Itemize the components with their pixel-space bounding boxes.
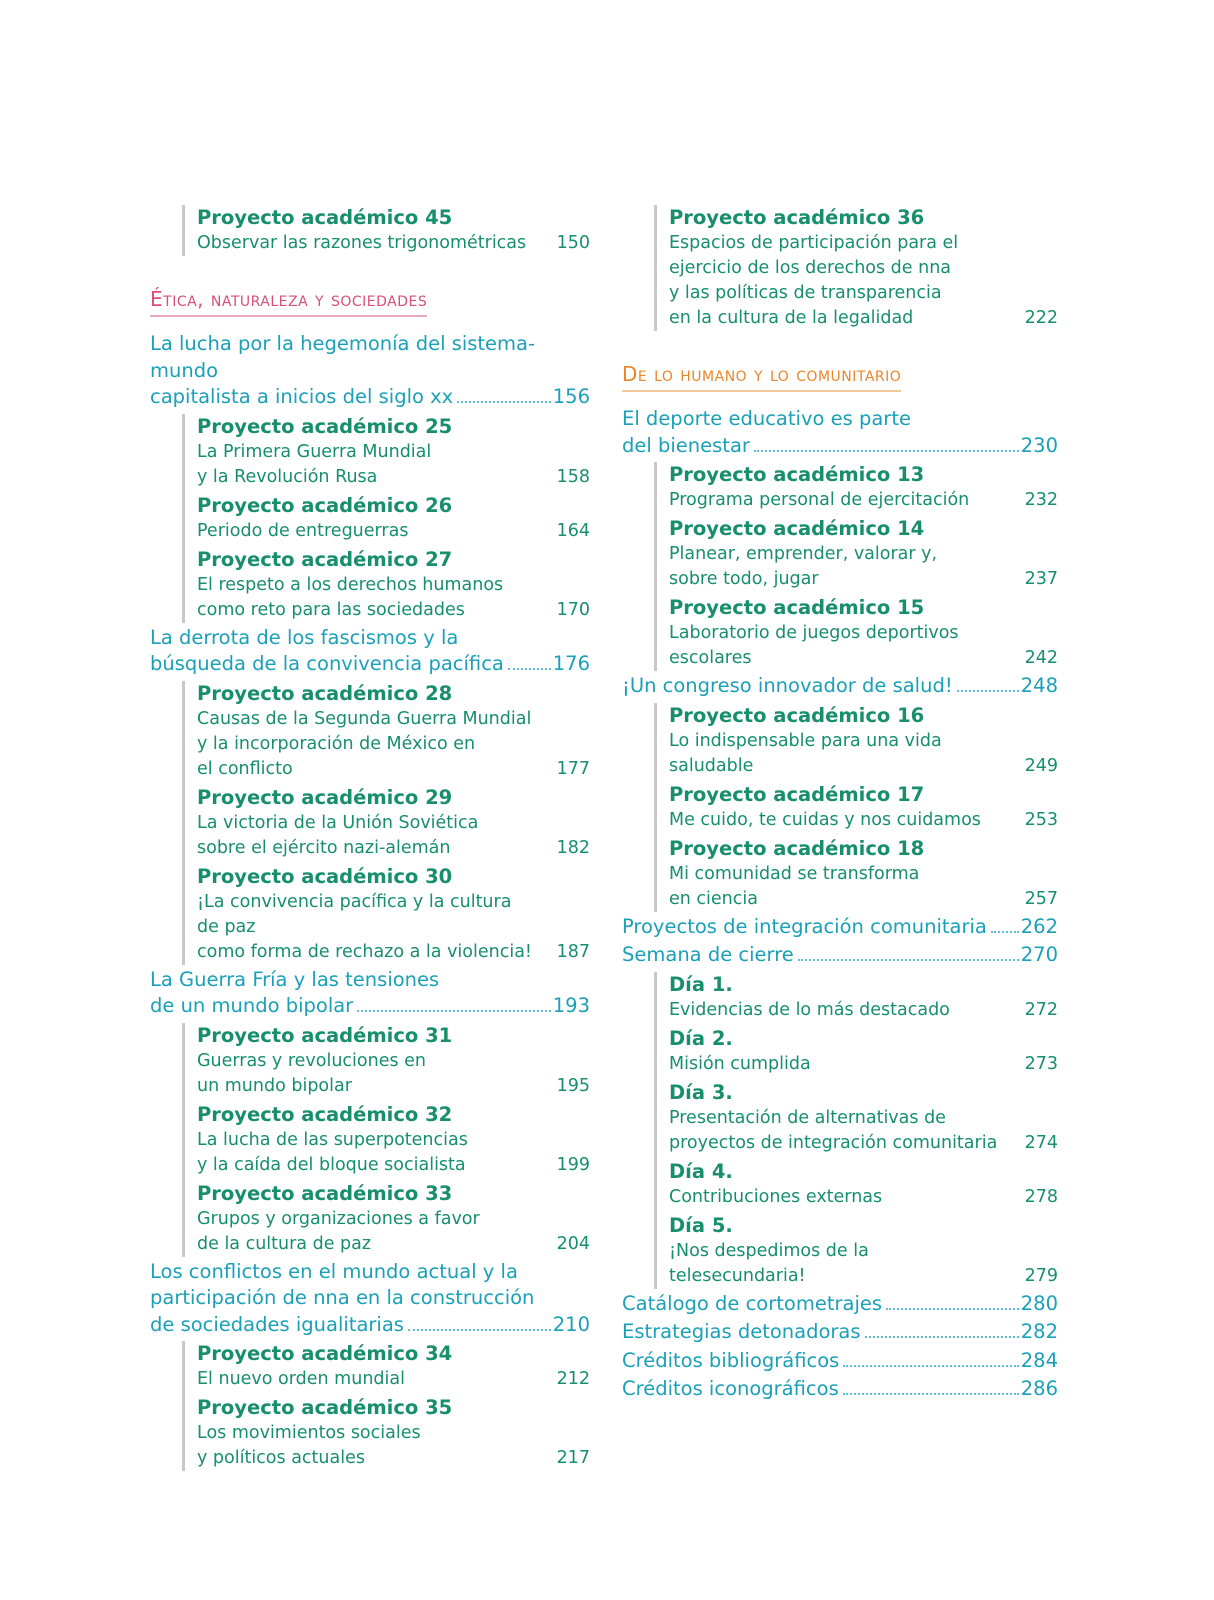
chapter-entry[interactable] <box>622 942 1058 969</box>
project-title[interactable]: Proyecto académico 18 <box>669 836 925 860</box>
project-description[interactable] <box>197 1421 590 1471</box>
page-number: 280 <box>1020 1291 1058 1315</box>
page-number: 158 <box>556 466 590 487</box>
chapter-title-line: La derrota de los fascismos y la <box>150 625 459 649</box>
project-description-line: el conflicto <box>197 758 293 779</box>
project-title[interactable]: Día 1. <box>669 972 733 996</box>
project-description-line: y la incorporación de México en <box>197 733 476 754</box>
project-description-line: Contribuciones externas <box>669 1186 883 1207</box>
project-description-line: Grupos y organizaciones a favor <box>197 1208 480 1229</box>
page-number: 286 <box>1020 1377 1058 1400</box>
project-description[interactable] <box>197 231 590 256</box>
chapter-entry[interactable] <box>622 673 1058 700</box>
page-number: 212 <box>556 1369 590 1389</box>
project-description-line: El respeto a los derechos humanos <box>197 574 504 595</box>
project-description-line: Presentación de alternativas de <box>669 1107 946 1128</box>
project-description[interactable] <box>669 808 1058 833</box>
dot-leader <box>357 1010 551 1012</box>
project-title[interactable]: Proyecto académico 33 <box>197 1181 453 1205</box>
project-description-line: en ciencia <box>669 888 758 909</box>
chapter-title-line: ¡Un congreso innovador de salud! <box>622 674 953 697</box>
project-title[interactable]: Día 5. <box>669 1213 733 1237</box>
page-number: 164 <box>556 520 590 541</box>
project-description-line: Planear, emprender, valorar y, <box>669 544 938 564</box>
page-number: 232 <box>1024 490 1058 510</box>
dot-leader <box>798 959 1019 961</box>
chapter-entry[interactable] <box>622 914 1058 941</box>
project-title[interactable]: Proyecto académico 15 <box>669 596 925 619</box>
project-description-line: en la cultura de la legalidad <box>669 308 914 328</box>
dot-leader <box>957 690 1019 692</box>
page-number: 177 <box>556 758 590 779</box>
project-description[interactable] <box>197 519 590 544</box>
project-description-line: Me cuido, te cuidas y nos cuidamos <box>669 809 981 830</box>
page-number: 273 <box>1024 1053 1058 1074</box>
chapter-entry[interactable] <box>622 1376 1058 1403</box>
chapter-title-line: La Guerra Fría y las tensiones <box>150 967 440 991</box>
project-description-line: y la Revolución Rusa <box>197 466 378 487</box>
project-description[interactable] <box>669 1106 1058 1156</box>
dot-leader <box>457 401 551 403</box>
project-title[interactable]: Proyecto académico 28 <box>197 681 453 705</box>
project-group <box>182 681 590 965</box>
page-number: 217 <box>556 1448 590 1468</box>
project-title[interactable]: Proyecto académico 25 <box>197 414 453 438</box>
page-number: 272 <box>1024 999 1058 1020</box>
page-number: 270 <box>1020 943 1058 966</box>
project-title[interactable]: Proyecto académico 31 <box>197 1023 453 1047</box>
project-description[interactable] <box>197 1367 590 1392</box>
page-number: 284 <box>1020 1348 1058 1372</box>
dot-leader <box>865 1336 1019 1338</box>
project-description-line: un mundo bipolar <box>197 1075 352 1096</box>
project-description-line: de la cultura de paz <box>197 1233 372 1254</box>
chapter-title-line: Créditos bibliográficos <box>622 1348 840 1372</box>
page-number: 242 <box>1024 648 1058 668</box>
chapter-title-line: Los conflictos en el mundo actual y la <box>150 1259 518 1283</box>
project-description-line: Periodo de entreguerras <box>197 520 409 541</box>
project-description-line: escolares <box>669 648 752 668</box>
project-description-line: La lucha de las superpotencias <box>197 1129 468 1150</box>
project-description[interactable] <box>197 1128 590 1178</box>
project-description[interactable] <box>669 621 1058 671</box>
project-group <box>182 205 590 256</box>
project-description-line: Misión cumplida <box>669 1053 811 1074</box>
page-number: 187 <box>556 941 590 962</box>
section-title: De lo humano y lo comunitario <box>622 361 901 392</box>
project-description-line: La victoria de la Unión Soviética <box>197 812 479 833</box>
chapter-title-line: participación de nna en la construcción <box>150 1286 535 1309</box>
project-description[interactable] <box>669 488 1058 513</box>
project-title[interactable]: Proyecto académico 45 <box>197 206 453 229</box>
chapter-title-line: Proyectos de integración comunitaria <box>622 914 987 938</box>
page-number: 262 <box>1020 914 1058 938</box>
chapter-title-line: Semana de cierre <box>622 943 794 966</box>
page-number: 237 <box>1024 569 1058 589</box>
project-description-line: y las políticas de transparencia <box>669 283 942 303</box>
page-number: 253 <box>1024 809 1058 830</box>
project-title[interactable]: Proyecto académico 27 <box>197 547 453 571</box>
project-description-line: La Primera Guerra Mundial <box>197 441 432 462</box>
page-number: 182 <box>556 837 590 858</box>
project-description-line: Programa personal de ejercitación <box>669 490 970 510</box>
chapter-entry[interactable] <box>150 331 590 411</box>
dot-leader <box>886 1308 1019 1310</box>
project-description-line: Laboratorio de juegos deportivos <box>669 623 959 643</box>
project-description[interactable] <box>669 862 1058 912</box>
page-number: 170 <box>556 599 590 620</box>
chapter-title-line: capitalista a inicios del siglo xx <box>150 385 454 408</box>
dot-leader <box>754 450 1019 452</box>
page-number: 193 <box>552 994 590 1017</box>
chapter-entry[interactable] <box>150 625 590 678</box>
chapter-entry[interactable] <box>622 1348 1058 1375</box>
project-description-line: y políticos actuales <box>197 1448 365 1468</box>
project-title[interactable]: Proyecto académico 17 <box>669 782 925 806</box>
chapter-entry[interactable] <box>150 967 590 1020</box>
project-description-line: como forma de rechazo a la violencia! <box>197 941 532 962</box>
toc-column-right <box>622 202 1058 1403</box>
project-description-line: ejercicio de los derechos de nna <box>669 258 952 278</box>
project-group <box>182 1023 590 1257</box>
chapter-entry[interactable] <box>622 1319 1058 1346</box>
chapter-title-line: de sociedades igualitarias <box>150 1312 404 1336</box>
project-description[interactable] <box>669 542 1058 592</box>
project-description-line: Evidencias de lo más destacado <box>669 999 950 1020</box>
dot-leader <box>508 668 551 670</box>
chapter-title-line: Créditos iconográficos <box>622 1377 839 1400</box>
project-description-line: proyectos de integración comunitaria <box>669 1132 998 1153</box>
project-description-line: saludable <box>669 755 754 776</box>
project-description-line: como reto para las sociedades <box>197 599 465 620</box>
page-number: 210 <box>552 1312 590 1336</box>
chapter-entry[interactable] <box>622 1291 1058 1318</box>
chapter-title-line: Catálogo de cortometrajes <box>622 1291 883 1315</box>
project-description[interactable] <box>669 1239 1058 1289</box>
project-title[interactable]: Proyecto académico 34 <box>197 1342 453 1365</box>
dot-leader <box>843 1365 1018 1367</box>
page-number: 176 <box>552 652 590 675</box>
page-number: 156 <box>552 385 590 408</box>
project-description-line: ¡Nos despedimos de la telesecundaria! <box>669 1240 869 1286</box>
chapter-title-line: búsqueda de la convivencia pacífica <box>150 652 504 675</box>
project-title[interactable]: Proyecto académico 14 <box>669 517 925 540</box>
page-number: 195 <box>556 1075 590 1096</box>
page-number: 222 <box>1024 308 1058 328</box>
project-title[interactable]: Proyecto académico 32 <box>197 1102 453 1126</box>
project-description-line: y la caída del bloque socialista <box>197 1154 466 1175</box>
page-number: 257 <box>1024 888 1058 909</box>
page-number: 249 <box>1024 755 1058 776</box>
page-number: 150 <box>556 233 590 253</box>
project-group <box>182 414 590 623</box>
project-group <box>182 1341 590 1471</box>
project-group <box>654 972 1058 1289</box>
project-title[interactable]: Proyecto académico 36 <box>669 206 925 229</box>
project-group <box>654 703 1058 912</box>
project-title[interactable]: Proyecto académico 16 <box>669 703 925 727</box>
toc-column-left <box>150 202 590 1471</box>
page-number: 199 <box>556 1154 590 1175</box>
chapter-entry[interactable] <box>622 406 1058 459</box>
project-title[interactable]: Día 4. <box>669 1159 733 1183</box>
project-description-line: Causas de la Segunda Guerra Mundial <box>197 708 532 729</box>
project-description[interactable] <box>669 1052 1058 1077</box>
project-description[interactable] <box>669 1185 1058 1210</box>
project-description-line: Espacios de participación para el <box>669 233 959 253</box>
project-title[interactable]: Proyecto académico 35 <box>197 1396 453 1419</box>
project-title[interactable]: Día 2. <box>669 1026 733 1050</box>
dot-leader <box>843 1393 1019 1395</box>
project-group <box>654 462 1058 671</box>
project-description-line: El nuevo orden mundial <box>197 1369 405 1389</box>
page-number: 204 <box>556 1233 590 1254</box>
chapter-title-line: El deporte educativo es parte <box>622 407 911 430</box>
chapter-title-line: de un mundo bipolar <box>150 994 354 1017</box>
dot-leader <box>408 1329 551 1331</box>
page-number: 282 <box>1020 1320 1058 1343</box>
project-description[interactable] <box>197 440 590 490</box>
project-description-line: Mi comunidad se transforma <box>669 863 920 884</box>
project-title[interactable]: Día 3. <box>669 1080 733 1104</box>
project-description[interactable] <box>197 1207 590 1257</box>
chapter-title-line: Estrategias detonadoras <box>622 1320 861 1343</box>
chapter-title-line: La lucha por la hegemonía del sistema-mundo <box>150 332 536 382</box>
page-number: 274 <box>1024 1132 1058 1153</box>
project-description[interactable] <box>669 231 1058 331</box>
project-description-line: Lo indispensable para una vida <box>669 730 942 751</box>
chapter-entry[interactable] <box>150 1259 590 1339</box>
project-title[interactable]: Proyecto académico 29 <box>197 785 453 809</box>
page-number: 248 <box>1020 674 1058 697</box>
project-title[interactable]: Proyecto académico 26 <box>197 493 453 517</box>
project-title[interactable]: Proyecto académico 13 <box>669 463 925 486</box>
project-description[interactable] <box>197 1049 590 1099</box>
page-number: 279 <box>1024 1265 1058 1286</box>
project-description[interactable] <box>197 707 590 782</box>
chapter-title-line: del bienestar <box>622 433 750 457</box>
project-group <box>654 205 1058 331</box>
project-description-line: sobre el ejército nazi-alemán <box>197 837 451 858</box>
project-description-line: ¡La convivencia pacífica y la cultura de paz <box>197 891 512 937</box>
page-number: 278 <box>1024 1186 1058 1207</box>
project-description-line: Guerras y revoluciones en <box>197 1050 427 1071</box>
project-description[interactable] <box>669 998 1058 1023</box>
project-description-line: Los movimientos sociales <box>197 1423 421 1443</box>
page-number: 230 <box>1020 433 1058 457</box>
dot-leader <box>991 931 1019 933</box>
project-description[interactable] <box>197 890 590 965</box>
project-description-line: sobre todo, jugar <box>669 569 819 589</box>
project-title[interactable]: Proyecto académico 30 <box>197 864 453 888</box>
project-description[interactable] <box>197 573 590 623</box>
project-description[interactable] <box>669 729 1058 779</box>
project-description-line: Observar las razones trigonométricas <box>197 233 527 253</box>
project-description[interactable] <box>197 811 590 861</box>
section-title: Ética, naturaleza y sociedades <box>150 286 427 317</box>
